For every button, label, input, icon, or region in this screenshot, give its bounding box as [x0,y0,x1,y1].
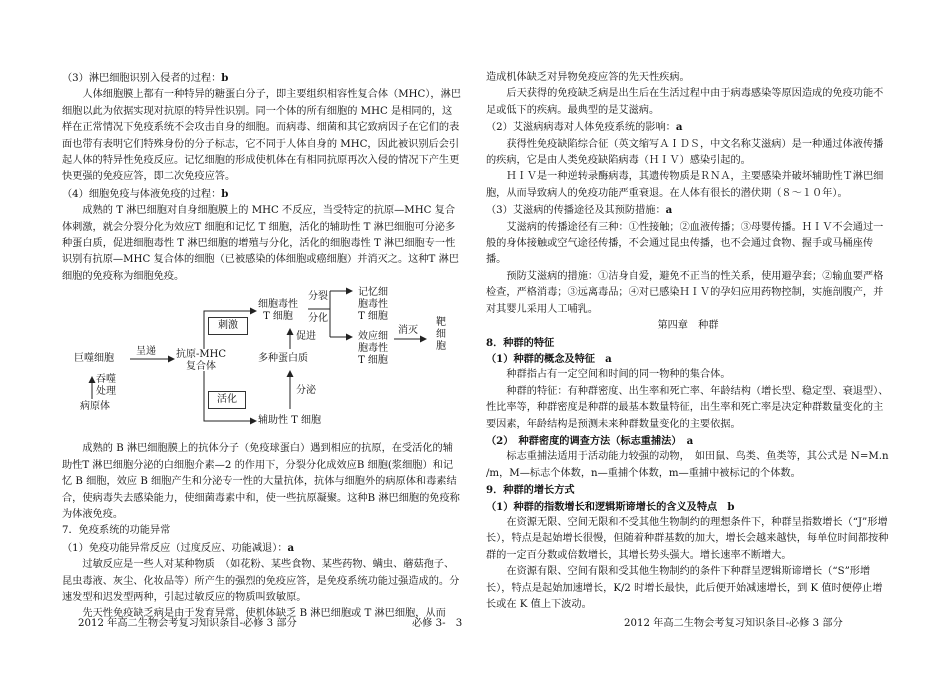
pathogen-label: 病原体 [80,401,110,413]
secrete-label: 分泌 [296,385,316,397]
section-7-heading: 7．免疫系统的功能异常 [62,525,171,537]
section-8-2-text: 标志重捕法适用于活动能力较强的动物， 如田鼠、鸟类、鱼类等，其公式是 N=M.n /m，M—标志个体数，n—重捕个体数，m—重捕中被标记的个体数。 [486,451,889,479]
section-8-1-text2: 种群的特征：有种群密度、出生率和死亡率、年龄结构（增长型、稳定型、衰退型）、性比率等，种群密度是种群的最基本数量特征，出生率和死亡率是决定种群数量变化的主要因素，年龄结构是预测未来种群数量变化的主要依据。 [486,385,889,430]
promote-label: 促进 [296,331,316,343]
macrophage-label: 巨噬细胞 [74,353,114,365]
footer-right-title: 2012 年高二生物会考复习知识条目-必修 3 部分 [624,618,843,629]
level-badge: b [221,72,229,84]
section-8-1-heading: （1）种群的概念及特征 a [486,352,612,365]
footer-left-title: 2012 年高二生物会考复习知识条目-必修 3 部分 [78,618,297,629]
activate-box: 活化 [208,391,246,409]
level-badge: b [221,187,229,200]
section-9-heading: 9．种群的增长方式 [486,484,575,497]
section-8-1-text1: 种群指占有一定空间和时间的同一物种的集合体。 [506,369,731,381]
section-7-3-heading: （3）艾滋病的传播途径及其预防措施：a [486,204,673,217]
proteins-label: 多种蛋白质 [258,353,308,365]
level-badge: a [675,121,683,134]
humoral-immunity-text: 成熟的 B 淋巴细胞膜上的抗体分子（免疫球蛋白）遇到相应的抗原，在受活化的辅助性T 淋巴细胞分泌的白细胞介素—2 的作用下，分裂分化成效应B 细胞(浆细胞）和记忆 B 细胞，效应 B 细胞产生和分泌专一性的大量抗体，抗体与细胞外的病原体和毒素结合，使病毒失去感染能力，使细菌毒素中和，使一些抗原凝聚。这种B 淋巴细胞的免疫称为体液免疫。 [62,443,460,520]
differentiate-label: 分化 [308,313,328,325]
divide-label: 分裂 [308,291,328,303]
engulf-label: 吞噬 处理 [96,374,116,398]
section-7-2-text1: 获得性免疫缺陷综合征（英文缩写ＡＩＤＳ，中文名称艾滋病）是一种通过体液传播的疾病，它是由人类免疫缺陷病毒（ＨＩＶ）感染引起的。 [486,138,884,167]
section-7-1-text: 过敏反应是一些人对某种物质 （如花粉、某些食物、某些药物、螨虫、蘑菇孢子、昆虫毒液、灰尘、化妆品等）所产生的强烈的免疫应答，是免疫系统功能过强造成的。分速发型和迟发型两种，引起过敏反应的物质叫致敏原。 [62,559,460,603]
section-7-2-heading: （2）艾滋病病毒对人体免疫系统的影响：a [486,121,683,134]
section-3-text: 人体细胞膜上都有一种特异的糖蛋白分子，即主要组织相容性复合体（MHC），淋巴细胞以此为依据实现对抗原的特异性识别。同一个体的所有细胞的 MHC 是相同的，这样在正常情况下免疫系统不会攻击自身的细胞。而病毒、细菌和其它致病因子在它们的表面也带有表明它们特殊身份的分子标志，它不同于人体自身的 MHC，因此被识别后会引起人体的特异性免疫反应。记忆细胞的形成使机体在有相同抗原再次入侵的情况下产生更快更强的免疫应答，即二次免疫应答。 [62,89,461,183]
eliminate-label: 消灭 [398,325,418,337]
section-4-heading: （4）细胞免疫与体液免疫的过程：b [62,187,229,200]
section-4-text: 成熟的 T 淋巴细胞对自身细胞膜上的 MHC 不反应，当受特定的抗原—MHC 复合体刺激，就会分裂分化为效应T 细胞和记忆 T 细胞，活化的辅助性 T 淋巴细胞可分泌多种蛋白质，促进细胞毒性 T 淋巴细胞的增殖与分化，活化的细胞毒性 T 淋巴细胞专一性识别有抗原—MHC 复合体的细胞（已被感染的体细胞或癌细胞）并消灭之。这种T 淋巴细胞的免疫称为细胞免疫。 [62,205,459,282]
section-7-3-text2: 预防艾滋病的措施：①洁身自爱，避免不正当的性关系，使用避孕套；②输血要严格检查，严格消毒；③远离毒品；④对已感染ＨＩＶ的孕妇应用药物控制，实施剖腹产，并对其婴儿采用人工哺乳。 [486,270,884,315]
section-7-3-text1: 艾滋病的传播途径有三种：①性接触；②血液传播；③母婴传播。ＨＩＶ不会通过一般的身体接触或空气途径传播，不会通过昆虫传播，也不会通过食物、握手或马桶座传播。 [486,221,884,266]
left-column [62,70,462,623]
cell-immunity-diagram [62,287,462,437]
level-badge: a [665,204,673,217]
continued-text: 造成机体缺乏对异物免疫应答的先天性疾病。 [486,72,690,83]
memory-t-label: 记忆细 胞毒性 T 细胞 [358,287,388,323]
level-badge: b [727,500,735,513]
section-9-1-heading: （1）种群的指数增长和逻辑斯谛增长的含义及特点 b [486,500,735,513]
right-column [486,70,890,613]
cytotoxic-t-label: 细胞毒性 T 细胞 [258,299,298,323]
section-7-2-text2: ＨＩＶ是一种逆转录酶病毒，其遗传物质是ＲＮＡ，主要感染并破坏辅助性Ｔ淋巴细胞，从而导致病人的免疫功能严重衰退。在人体有很长的潜伏期（８～１０年）。 [486,171,884,199]
stimulate-box: 刺激 [208,317,248,335]
antigen-mhc-label: 抗原-MHC 复合体 [176,349,226,373]
acquired-immunodeficiency-text: 后天获得的免疫缺乏病是出生后在生活过程中由于病毒感染等原因造成的免疫功能不足或低下的疾病。最典型的是艾滋病。 [486,88,884,116]
level-badge: a [605,352,612,365]
section-7-1-text2: 先天性免疫缺乏病是由于发育异常，使机体缺乏 B 淋巴细胞或 T 淋巴细胞，从而 [82,608,446,620]
section-9-1-text2: 在资源有限、空间有限和受其他生物制约的条件下种群呈逻辑斯谛增长（“S”形增长），特点是起始加速增长，K/2 时增长最快，此后便开始减速增长，到 K 值时便停止增长或在 K 值上下波动。 [486,566,883,610]
section-7-1-heading: （1）免疫功能异常反应（过度反应、功能减退）：a [62,541,295,554]
present-label: 呈递 [136,346,156,358]
target-cell-label: 靶 细 胞 [436,317,446,353]
section-3-heading: （3）淋巴细胞识别入侵者的过程：b [62,72,229,84]
effector-t-label: 效应细 胞毒性 T 细胞 [358,331,388,367]
helper-t-label: 辅助性 T 细胞 [258,415,322,427]
section-9-1-text1: 在资源无限、空间无限和不受其他生物制约的理想条件下，种群呈指数增长（“J”形增长），特点是起始增长很慢，但随着种群基数的加大，增长会越来越快，每单位时间都按种群的一定百分数或倍数增长，其增长势头强大。增长速率不断增大。 [486,516,889,561]
section-8-heading: 8．种群的特征 [486,336,555,349]
section-8-2-heading: （2） 种群密度的调查方法（标志重捕法） a [486,434,694,447]
level-badge: a [686,434,694,447]
footer-page-number: 必修 3- 3 [412,618,463,629]
level-badge: a [287,541,295,554]
chapter-title: 第四章 种群 [657,320,719,332]
